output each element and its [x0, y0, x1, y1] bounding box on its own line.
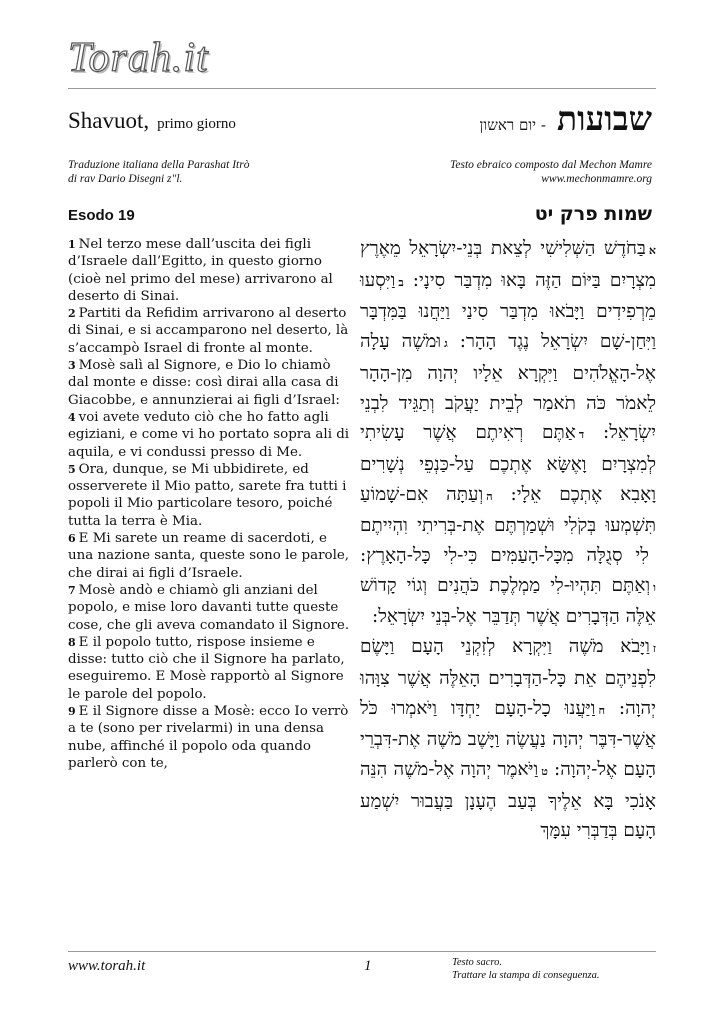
verse-he — [360, 575, 656, 628]
verse-it — [68, 409, 355, 461]
footer-divider — [68, 951, 656, 952]
verse-it — [68, 236, 355, 305]
italian-text-column — [68, 236, 355, 772]
verse-text: Ora, dunque, se Mi ubbidirete, ed osserverete il Mio patto, sarete fra tutti i popoli il Mio particolare tesoro, poiché tutta la terra è Mia. — [68, 461, 347, 529]
verse-it — [68, 634, 355, 703]
footer-note-line: Trattare la stampa di conseguenza. — [452, 969, 600, 981]
page-title-italian — [68, 108, 236, 134]
credit-line: di rav Dario Disegni z"l. — [68, 173, 183, 185]
verse-text: אַתֶּם רְאִיתֶם אֲשֶׁר עָשִׂיתִי לְמִצְרָיִם וָאֶשָּׂא אֶתְכֶם עַל-כַּנְפֵי נְשָׁרִים וָאָבִא אֶתְכֶם אֵלָי: — [360, 422, 656, 505]
subtitle-hebrew: - יום ראשון — [479, 116, 546, 134]
verse-text: וְאַתֶּם תִּהְיוּ-לִי מַמְלֶכֶת כֹּהֲנִים וְגוֹי קָדוֹשׁ אֵלֶּה הַדְּבָרִים אֲשֶׁר תְּדַבֵּר אֶל-בְּנֵי יִשְׂרָאֵל: — [360, 574, 656, 628]
verse-number: 5 — [68, 462, 76, 476]
verse-number: 2 — [68, 307, 76, 321]
translation-credit — [68, 158, 249, 186]
verse-number: ט — [541, 764, 548, 778]
verse-text: בַּחֹדֶשׁ הַשְּׁלִישִׁי לְצֵאת בְּנֵי-יִשְׂרָאֵל מֵאֶרֶץ מִצְרָיִם בַּיּוֹם הַזֶּה בָּאוּ מִדְבַּר סִינָי: — [360, 238, 656, 291]
verse-number: 1 — [68, 238, 76, 251]
footer-note — [452, 957, 600, 982]
verse-text: וַיַּעֲנוּ כָל-הָעָם יַחְדָּו וַיֹּאמְרוּ כֹּל אֲשֶׁר-דִּבֶּר יְהוָה נַעֲשֶׂה וַיָּשֶׁב מֹשֶׁה אֶת-דִּבְרֵי הָעָם אֶל-יְהוָה: — [360, 697, 656, 780]
footer-note-line: Testo sacro. — [452, 957, 502, 968]
credit-line: Traduzione italiana della Parashat Itrò — [68, 159, 250, 171]
footer-url: www.torah.it — [68, 958, 146, 974]
title-subtitle: primo giorno — [157, 116, 236, 132]
verse-text: וּמֹשֶׁה עָלָה אֶל-הָאֱלֹהִים וַיִּקְרָא אֵלָיו יְהוָה מִן-הָהָר לֵאמֹר כֹּה תֹאמַר לְבֵית יַעֲקֹב וְתַגֵּיד לִבְנֵי יִשְׂרָאֵל: — [360, 331, 656, 444]
page-title-hebrew — [480, 99, 652, 139]
header-divider — [68, 88, 656, 89]
verse-it — [68, 357, 355, 409]
hebrew-source-credit — [450, 158, 652, 186]
verse-number: א — [648, 244, 656, 257]
verse-it — [68, 305, 355, 357]
verse-number: 4 — [68, 410, 76, 424]
verse-number: ח — [598, 703, 606, 717]
verse-number: ב — [398, 275, 404, 289]
verse-text: E il Signore disse a Mosè: ecco Io verrò a te (sono per rivelarmi) in una densa nube, affinché il popolo oda quando parlerò con te, — [68, 704, 349, 771]
page-number: 1 — [364, 958, 372, 974]
verse-number: ז — [652, 642, 656, 656]
verse-text: וְעַתָּה אִם-שָׁמוֹעַ תִּשְׁמְעוּ בְּקֹלִי וּשְׁמַרְתֶּם אֶת-בְּרִיתִי וִהְיִיתֶם לִי סְגֻלָּה מִכָּל-הָעַמִּים כִּי-לִי כָּל-הָאָרֶץ: — [360, 483, 656, 567]
verse-number: ג — [444, 337, 448, 351]
title-shavuot: Shavuot, — [68, 108, 150, 133]
verse-text: E il popolo tutto, rispose insieme e disse: tutto ciò che il Signore ha parlato, eseguiremo. E Mosè rapportò al Signore le parole del popolo. — [68, 634, 345, 702]
verse-number: 8 — [68, 635, 76, 649]
verse-it — [68, 530, 355, 582]
verse-text: E Mi sarete un reame di sacerdoti, e una nazione santa, queste sono le parole, che dirai ai figli d’Israele. — [68, 531, 350, 581]
credit-url: www.mechonmamre.org — [541, 173, 652, 185]
chapter-heading-italian: Esodo 19 — [68, 207, 135, 224]
verse-number: 9 — [68, 705, 76, 719]
verse-number: 3 — [68, 359, 76, 373]
verse-number: ה — [486, 489, 493, 503]
verse-text: voi avete veduto ciò che ho fatto agli egiziani, e come vi ho portato sopra ali di aquila, e vi condussi presso di Me. — [68, 409, 350, 460]
verse-number: ד — [578, 428, 585, 442]
verse-it — [68, 703, 355, 772]
torah-it-logo: Torah.it — [68, 35, 209, 81]
verse-it — [68, 461, 355, 530]
verse-text: Nel terzo mese dall’uscita dei figli d’Israele dall’Egitto, in questo giorno (cioè nel primo del mese) arrivarono al deserto di Sinai. — [68, 237, 333, 304]
hebrew-text-column — [360, 234, 656, 846]
verse-he — [360, 238, 656, 291]
verse-number: 7 — [68, 583, 76, 597]
verse-text: וַיֹּאמֶר יְהוָה אֶל-מֹשֶׁה הִנֵּה אָנֹכִי בָּא אֵלֶיךָ בְּעַב הֶעָנָן בַּעֲבוּר יִשְׁמַע הָעָם בְּדַבְּרִי עִמָּךְ — [360, 758, 656, 842]
verse-number: ו — [653, 580, 656, 594]
verse-text: וַיִּסְעוּ מֵרְפִידִים וַיָּבֹאוּ מִדְבַּר סִינַי וַיַּחֲנוּ בַּמִּדְבָּר וַיִּחַן-שָׁם יִשְׂרָאֵל נֶגֶד הָהָר: — [360, 269, 656, 353]
credit-line: Testo ebraico composto dal Mechon Mamre — [450, 159, 652, 171]
verse-number: 6 — [68, 532, 76, 546]
verse-it — [68, 582, 355, 634]
title-hebrew: שבועות — [557, 99, 652, 138]
chapter-heading-hebrew: שמות פרק יט — [534, 203, 652, 225]
verse-text: Partiti da Refidim arrivarono al deserto di Sinai, e si accamparono nel deserto, là s’accampò Israel di fronte al monte. — [68, 306, 349, 356]
verse-text: Mosè salì al Signore, e Dio lo chiamò dal monte e disse: così dirai alla casa di Giacobbe, e annunzierai ai figli d’Israel: — [68, 358, 340, 408]
verse-text: Mosè andò e chiamò gli anziani del popolo, e mise loro davanti tutte queste cose, che gli aveva comandato il Signore. — [68, 582, 350, 633]
verse-text: וַיָּבֹא מֹשֶׁה וַיִּקְרָא לְזִקְנֵי הָעָם וַיָּשֶׂם לִפְנֵיהֶם אֵת כָּל-הַדְּבָרִים הָאֵלֶּה אֲשֶׁר צִוָּהוּ יְהוָה: — [360, 636, 656, 719]
